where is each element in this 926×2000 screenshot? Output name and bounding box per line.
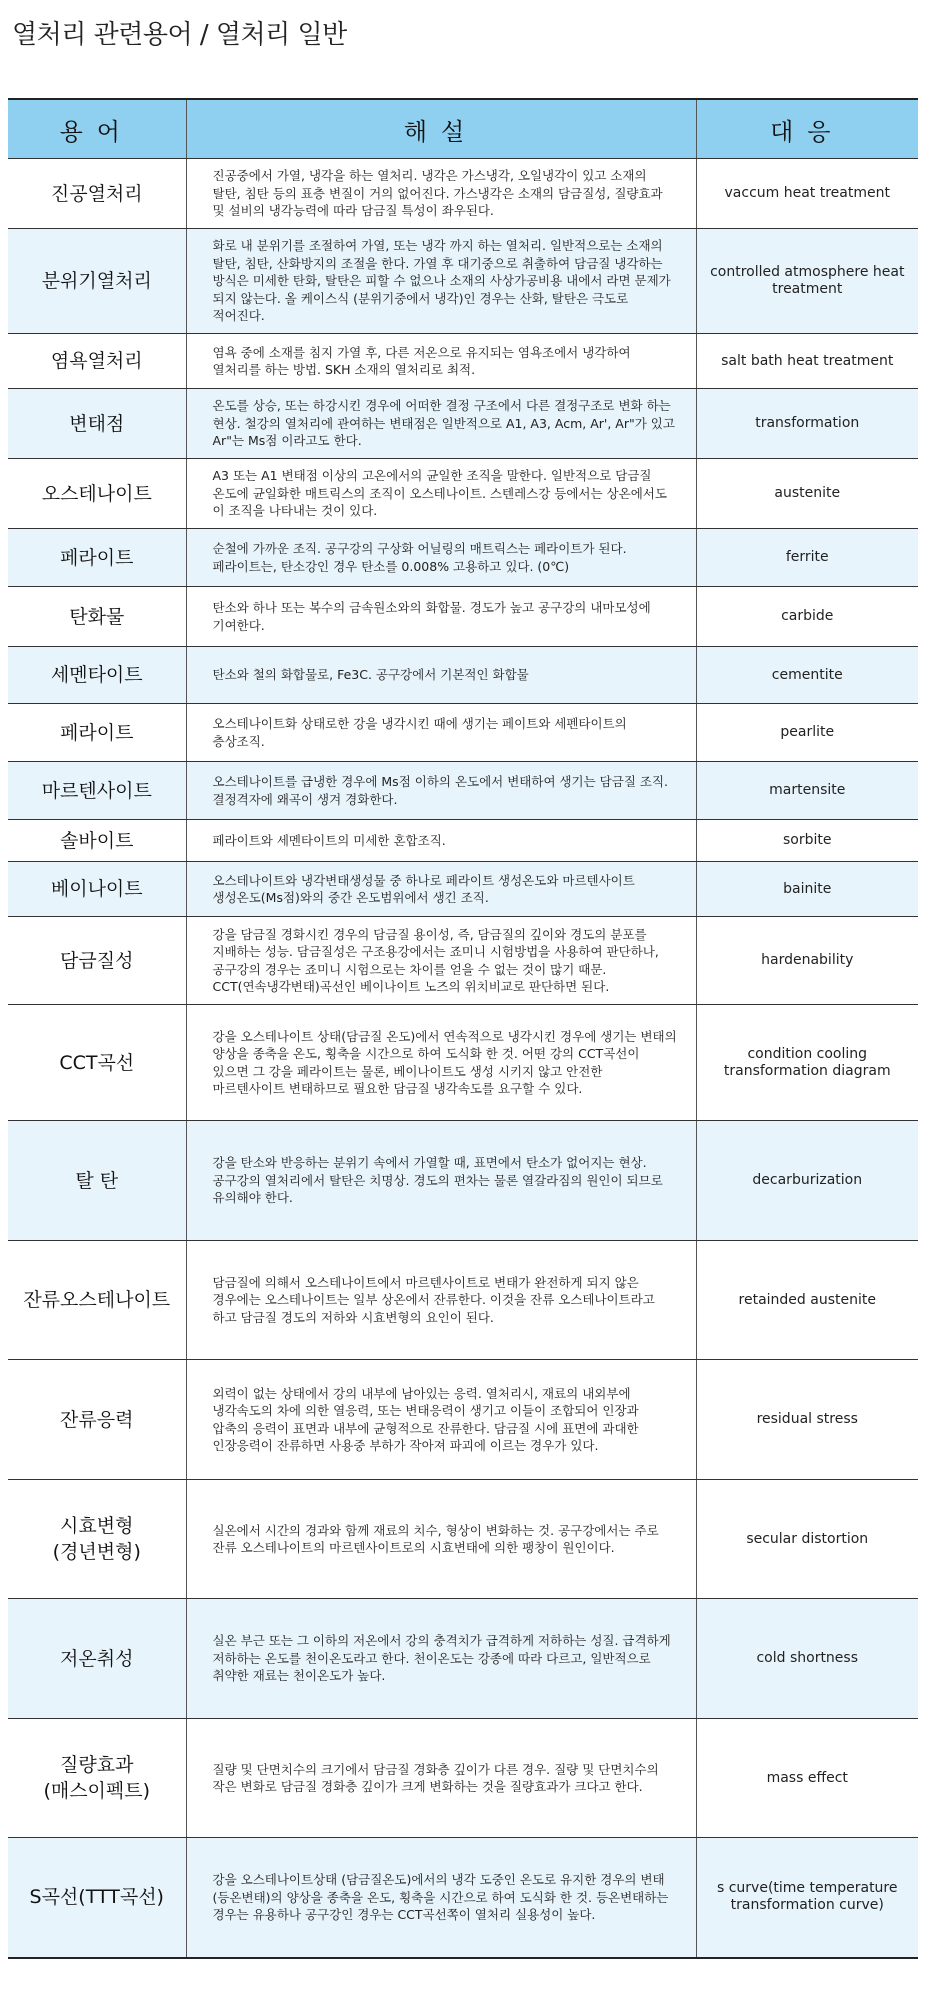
table-row [8, 1719, 918, 1838]
description-cell: 강을 담금질 경화시킨 경우의 담금질 용이성, 즉, 담금질의 깊이와 경도의 분포를 지배하는 성능. 담금질성은 구조용강에서는 죠미니 시험방법을 사용하여 판단하나, 공구강의 경우는 죠미니 시험으로는 차이를 얻을 수 없는 것이 많기 때문. CCT(연속냉각변태)곡선인 베이나이트 노즈의 위치비교로 판단하면 된다. [186, 917, 696, 1005]
english-cell: retainded austenite [696, 1241, 918, 1360]
english-cell: bainite [696, 862, 918, 917]
table-row [8, 820, 918, 862]
table-row [8, 1005, 918, 1121]
description-cell: 화로 내 분위기를 조절하여 가열, 또는 냉각 까지 하는 열처리. 일반적으로는 소재의 탈탄, 침탄, 산화방지의 조절을 한다. 가열 후 대기중으로 취출하여 담금질 냉각하는 방식은 미세한 탄화, 탈탄은 피할 수 없으나 소재의 사상가공비용 내에서 라면 문제가 되지 않는다. 올 케이스식 (분위기중에서 냉각)인 경우는 산화, 탈탄은 극도로 적어진다. [186, 229, 696, 334]
english-cell: secular distortion [696, 1480, 918, 1599]
term-cell: 시효변형 (경년변형) [8, 1480, 186, 1599]
header-term: 용어 [8, 99, 186, 159]
page-title: 열처리 관련용어 / 열처리 일반 [12, 20, 347, 50]
term-cell: 베이나이트 [8, 862, 186, 917]
english-cell: hardenability [696, 917, 918, 1005]
english-cell: martensite [696, 762, 918, 820]
description-cell: 담금질에 의해서 오스테나이트에서 마르텐사이트로 변태가 완전하게 되지 않은 경우에는 오스테나이트는 일부 상온에서 잔류한다. 이것을 잔류 오스테나이트라고 하고 담금질 경도의 저하와 시효변형의 요인이 된다. [186, 1241, 696, 1360]
term-cell: 페라이트 [8, 529, 186, 587]
description-cell: 진공중에서 가열, 냉각을 하는 열처리. 냉각은 가스냉각, 오일냉각이 있고 소재의 탈탄, 침탄 등의 표층 변질이 거의 없어진다. 가스냉각은 소재의 담금질성, 질량효과 및 설비의 냉각능력에 따라 담금질 특성이 좌우된다. [186, 159, 696, 229]
term-cell: 탄화물 [8, 587, 186, 647]
term-cell: 변태점 [8, 389, 186, 459]
table-row [8, 1360, 918, 1480]
glossary-table [8, 98, 918, 1959]
term-cell: 오스테나이트 [8, 459, 186, 529]
description-cell: 강을 오스테나이트상태 (담금질온도)에서의 냉각 도중인 온도로 유지한 경우의 변태 (등온변태)의 양상을 종축을 온도, 횡축을 시간으로 하여 도식화 한 것. 등온변태하는 경우는 유용하나 공구강인 경우는 CCT곡선쪽이 열처리 실용성이 높다. [186, 1838, 696, 1958]
english-cell: mass effect [696, 1719, 918, 1838]
table-row [8, 647, 918, 704]
table-header-row [8, 99, 918, 159]
term-cell: 염욕열처리 [8, 334, 186, 389]
table-row [8, 1121, 918, 1241]
english-cell: cold shortness [696, 1599, 918, 1719]
table-row [8, 1599, 918, 1719]
description-cell: 질량 및 단면치수의 크기에서 담금질 경화층 깊이가 다른 경우. 질량 및 단면치수의 작은 변화로 담금질 경화층 깊이가 크게 변화하는 것을 질량효과가 크다고 한다. [186, 1719, 696, 1838]
header-description: 해설 [186, 99, 696, 159]
table-row [8, 529, 918, 587]
table-row [8, 862, 918, 917]
english-cell: vaccum heat treatment [696, 159, 918, 229]
header-english: 대응 [696, 99, 918, 159]
description-cell: 순철에 가까운 조직. 공구강의 구상화 어닐링의 매트릭스는 페라이트가 된다. 페라이트는, 탄소강인 경우 탄소를 0.008% 고용하고 있다. (0℃) [186, 529, 696, 587]
english-cell: pearlite [696, 704, 918, 762]
term-cell: 탈 탄 [8, 1121, 186, 1241]
description-cell: 오스테나이트화 상태로한 강을 냉각시킨 때에 생기는 페이트와 세펜타이트의 층상조직. [186, 704, 696, 762]
description-cell: 페라이트와 세멘타이트의 미세한 혼합조직. [186, 820, 696, 862]
english-cell: austenite [696, 459, 918, 529]
description-cell: A3 또는 A1 변태점 이상의 고온에서의 균일한 조직을 말한다. 일반적으로 담금질 온도에 균일화한 매트릭스의 조직이 오스테나이트. 스텐레스강 등에서는 상온에서도 이 조직을 나타내는 것이 있다. [186, 459, 696, 529]
table-row [8, 459, 918, 529]
english-cell: cementite [696, 647, 918, 704]
english-cell: s curve(time temperature transformation curve) [696, 1838, 918, 1958]
english-cell: controlled atmosphere heat treatment [696, 229, 918, 334]
english-cell: decarburization [696, 1121, 918, 1241]
term-cell: 마르텐사이트 [8, 762, 186, 820]
table-row [8, 1241, 918, 1360]
description-cell: 탄소와 철의 화합물로, Fe3C. 공구강에서 기본적인 화합물 [186, 647, 696, 704]
term-cell: 진공열처리 [8, 159, 186, 229]
english-cell: sorbite [696, 820, 918, 862]
description-cell: 실온에서 시간의 경과와 함께 재료의 치수, 형상이 변화하는 것. 공구강에서는 주로 잔류 오스테나이트의 마르텐사이트로의 시효변태에 의한 팽창이 원인이다. [186, 1480, 696, 1599]
term-cell: 담금질성 [8, 917, 186, 1005]
description-cell: 탄소와 하나 또는 복수의 금속원소와의 화합물. 경도가 높고 공구강의 내마모성에 기여한다. [186, 587, 696, 647]
table-row [8, 1480, 918, 1599]
term-cell: 잔류오스테나이트 [8, 1241, 186, 1360]
english-cell: salt bath heat treatment [696, 334, 918, 389]
table-row [8, 587, 918, 647]
term-cell: 페라이트 [8, 704, 186, 762]
term-cell: 솔바이트 [8, 820, 186, 862]
term-cell: 잔류응력 [8, 1360, 186, 1480]
description-cell: 오스테나이트를 급냉한 경우에 Ms점 이하의 온도에서 변태하여 생기는 담금질 조직. 결정격자에 왜곡이 생겨 경화한다. [186, 762, 696, 820]
description-cell: 강을 탄소와 반응하는 분위기 속에서 가열할 때, 표면에서 탄소가 없어지는 현상. 공구강의 열처리에서 탈탄은 치명상. 경도의 편차는 물론 열갈라짐의 원인이 되므로 유의해야 한다. [186, 1121, 696, 1241]
table-row [8, 159, 918, 229]
term-cell: 질량효과 (매스이펙트) [8, 1719, 186, 1838]
table-row [8, 334, 918, 389]
term-cell: CCT곡선 [8, 1005, 186, 1121]
table-row [8, 917, 918, 1005]
english-cell: carbide [696, 587, 918, 647]
term-cell: 세멘타이트 [8, 647, 186, 704]
table-row [8, 229, 918, 334]
english-cell: condition cooling transformation diagram [696, 1005, 918, 1121]
description-cell: 오스테나이트와 냉각변태생성물 중 하나로 페라이트 생성온도와 마르텐사이트 생성온도(Ms점)와의 중간 온도범위에서 생긴 조직. [186, 862, 696, 917]
description-cell: 강을 오스테나이트 상태(담금질 온도)에서 연속적으로 냉각시킨 경우에 생기는 변태의 양상을 종축을 온도, 횡축을 시간으로 하여 도식화 한 것. 어떤 강의 CCT곡선이 있으면 그 강을 페라이트는 물론, 베이나이트도 생성 시키지 않고 안전한 마르텐사이트 변태하므로 필요한 담금질 냉각속도를 요구할 수 있다. [186, 1005, 696, 1121]
term-cell: 분위기열처리 [8, 229, 186, 334]
table-row [8, 389, 918, 459]
english-cell: residual stress [696, 1360, 918, 1480]
english-cell: ferrite [696, 529, 918, 587]
table-row [8, 762, 918, 820]
english-cell: transformation [696, 389, 918, 459]
term-cell: 저온취성 [8, 1599, 186, 1719]
table-row [8, 1838, 918, 1958]
description-cell: 온도를 상승, 또는 하강시킨 경우에 어떠한 결정 구조에서 다른 결정구조로 변화 하는 현상. 철강의 열처리에 관여하는 변태점은 일반적으로 A1, A3, Acm, Ar', Ar"가 있고 Ar"는 Ms점 이라고도 한다. [186, 389, 696, 459]
description-cell: 외력이 없는 상태에서 강의 내부에 남아있는 응력. 열처리시, 재료의 내외부에 냉각속도의 차에 의한 열응력, 또는 변태응력이 생기고 이들이 조합되어 인장과 압축의 응력이 표면과 내부에 균형적으로 잔류한다. 담금질 시에 표면에 과대한 인장응력이 잔류하면 사용중 부하가 작아져 파괴에 이르는 경우가 있다. [186, 1360, 696, 1480]
term-cell: S곡선(TTT곡선) [8, 1838, 186, 1958]
description-cell: 실온 부근 또는 그 이하의 저온에서 강의 충격치가 급격하게 저하하는 성질. 급격하게 저하하는 온도를 천이온도라고 한다. 천이온도는 강종에 따라 다르고, 일반적으로 취약한 재료는 천이온도가 높다. [186, 1599, 696, 1719]
table-row [8, 704, 918, 762]
description-cell: 염욕 중에 소재를 침지 가열 후, 다른 저온으로 유지되는 염욕조에서 냉각하여 열처리를 하는 방법. SKH 소재의 열처리로 최적. [186, 334, 696, 389]
